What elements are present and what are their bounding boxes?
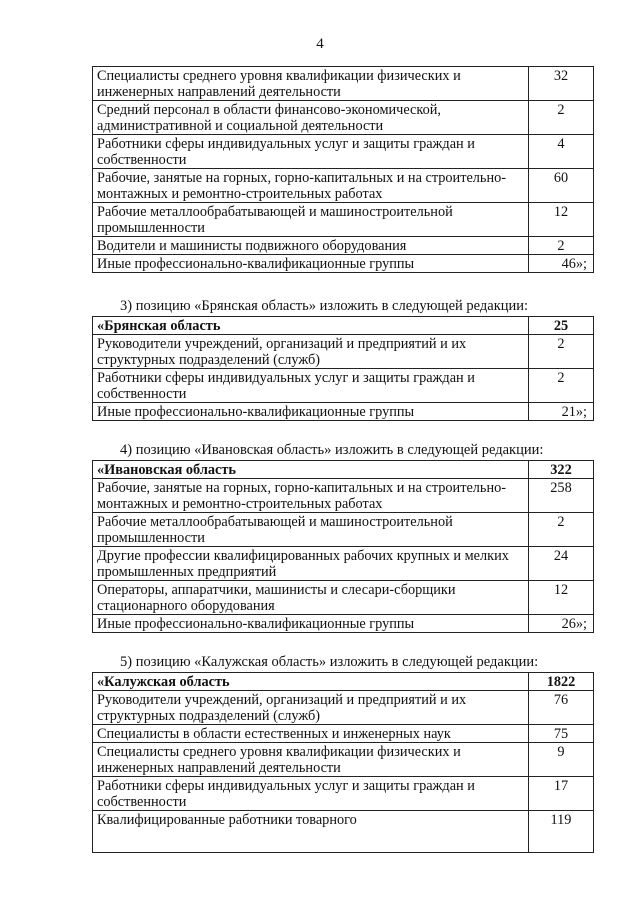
table-row <box>93 403 594 421</box>
row-value: 12 <box>529 581 594 615</box>
row-label: Средний персонал в области финансово-экономической, административной и социальной деятельности <box>93 101 529 135</box>
row-label: Работники сферы индивидуальных услуг и защиты граждан и собственности <box>93 135 529 169</box>
row-value: 46»; <box>529 255 594 273</box>
table-kaluga <box>92 672 594 853</box>
table-row <box>93 203 594 237</box>
row-value: 12 <box>529 203 594 237</box>
table-row <box>93 237 594 255</box>
instruction-kaluga: 5) позицию «Калужская область» изложить в следующей редакции: <box>120 654 539 670</box>
row-value: 2 <box>529 101 594 135</box>
row-value: 2 <box>529 513 594 547</box>
table-continuation <box>92 66 594 273</box>
row-value: 17 <box>529 777 594 811</box>
row-value: 60 <box>529 169 594 203</box>
row-label: Специалисты в области естественных и инженерных наук <box>93 725 529 743</box>
row-label: Специалисты среднего уровня квалификации физических и инженерных направлений деятельности <box>93 743 529 777</box>
table-row <box>93 547 594 581</box>
table-header-row <box>93 461 594 479</box>
table-row <box>93 479 594 513</box>
row-label: Рабочие, занятые на горных, горно-капитальных и на строительно-монтажных и ремонтно-строительных работах <box>93 479 529 513</box>
row-label: Рабочие металлообрабатывающей и машиностроительной промышленности <box>93 513 529 547</box>
region-total: 25 <box>529 317 594 335</box>
table-ivanovo <box>92 460 594 633</box>
table-row <box>93 67 594 101</box>
row-value: 2 <box>529 369 594 403</box>
row-label: Операторы, аппаратчики, машинисты и слесари-сборщики стационарного оборудования <box>93 581 529 615</box>
row-value: 21»; <box>529 403 594 421</box>
table-row <box>93 743 594 777</box>
region-name: «Калужская область <box>93 673 529 691</box>
region-total: 322 <box>529 461 594 479</box>
row-label: Иные профессионально-квалификационные группы <box>93 403 529 421</box>
row-label: Работники сферы индивидуальных услуг и защиты граждан и собственности <box>93 777 529 811</box>
table-row <box>93 777 594 811</box>
instruction-ivanovo: 4) позицию «Ивановская область» изложить в следующей редакции: <box>120 442 544 458</box>
row-label: Специалисты среднего уровня квалификации физических и инженерных направлений деятельности <box>93 67 529 101</box>
row-value: 26»; <box>529 615 594 633</box>
table-row <box>93 725 594 743</box>
table-row <box>93 369 594 403</box>
row-label: Иные профессионально-квалификационные группы <box>93 255 529 273</box>
table-header-row <box>93 317 594 335</box>
table-row <box>93 811 594 853</box>
table-row <box>93 691 594 725</box>
table-row <box>93 581 594 615</box>
table-row <box>93 615 594 633</box>
table-row <box>93 335 594 369</box>
row-value: 2 <box>529 335 594 369</box>
table-row <box>93 135 594 169</box>
row-value: 24 <box>529 547 594 581</box>
row-value: 9 <box>529 743 594 777</box>
row-label: Руководители учреждений, организаций и предприятий и их структурных подразделений (служб) <box>93 691 529 725</box>
row-value: 258 <box>529 479 594 513</box>
row-value: 4 <box>529 135 594 169</box>
row-label: Рабочие, занятые на горных, горно-капитальных и на строительно-монтажных и ремонтно-строительных работах <box>93 169 529 203</box>
table-row <box>93 513 594 547</box>
region-name: «Ивановская область <box>93 461 529 479</box>
row-label: Руководители учреждений, организаций и предприятий и их структурных подразделений (служб) <box>93 335 529 369</box>
table-row <box>93 169 594 203</box>
row-label: Работники сферы индивидуальных услуг и защиты граждан и собственности <box>93 369 529 403</box>
row-label: Другие профессии квалифицированных рабочих крупных и мелких промышленных предприятий <box>93 547 529 581</box>
row-value: 119 <box>529 811 594 853</box>
row-label: Квалифицированные работники товарного <box>93 811 529 853</box>
row-value: 76 <box>529 691 594 725</box>
row-label: Водители и машинисты подвижного оборудования <box>93 237 529 255</box>
row-value: 2 <box>529 237 594 255</box>
row-label: Рабочие металлообрабатывающей и машиностроительной промышленности <box>93 203 529 237</box>
row-value: 32 <box>529 67 594 101</box>
table-row <box>93 101 594 135</box>
instruction-bryansk: 3) позицию «Брянская область» изложить в следующей редакции: <box>120 298 529 314</box>
table-row <box>93 255 594 273</box>
region-total: 1822 <box>529 673 594 691</box>
row-label: Иные профессионально-квалификационные группы <box>93 615 529 633</box>
table-header-row <box>93 673 594 691</box>
page-number: 4 <box>316 36 324 52</box>
row-value: 75 <box>529 725 594 743</box>
table-bryansk <box>92 316 594 421</box>
region-name: «Брянская область <box>93 317 529 335</box>
